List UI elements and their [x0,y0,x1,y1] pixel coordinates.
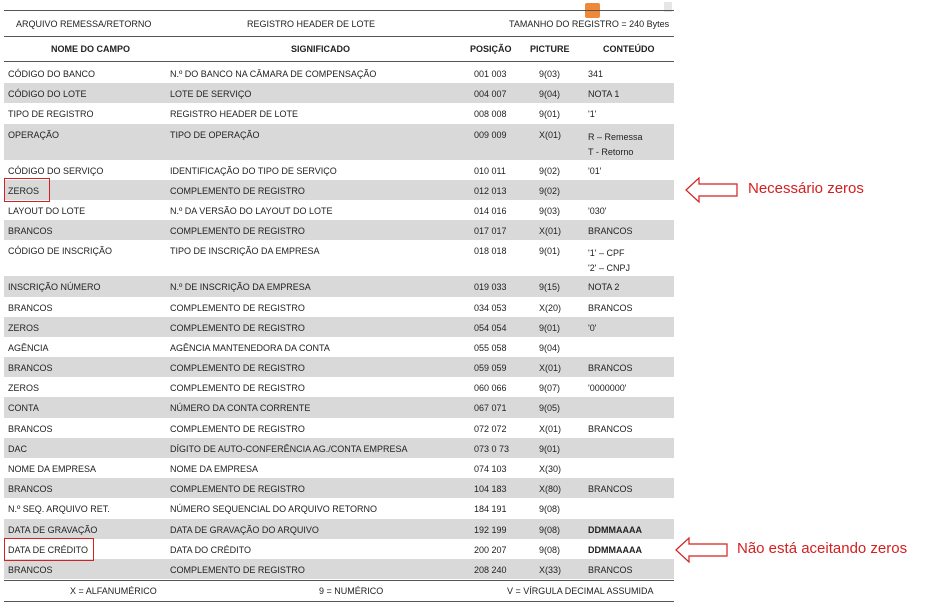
field-content-cell: NOTA 1 [588,89,620,100]
field-position-cell: 184 191 [474,504,507,515]
field-position-cell: 192 199 [474,524,507,535]
field-content-cell: BRANCOS [588,363,633,374]
field-content-cell: BRANCOS [588,484,633,495]
field-picture-cell: 9(04) [539,89,561,100]
field-meaning-cell: COMPLEMENTO DE REGISTRO [170,423,305,434]
column-header-significado: SIGNIFICADO [291,44,351,54]
table-row [4,317,674,337]
table-row [4,63,674,83]
field-picture-cell: X(01) [539,363,562,374]
field-meaning-cell: COMPLEMENTO DE REGISTRO [170,302,305,313]
field-meaning-cell: DÍGITO DE AUTO-CONFERÊNCIA AG./CONTA EMPRESA [170,443,408,454]
table-row [4,377,674,397]
field-meaning-cell: DATA DO CRÉDITO [170,544,252,555]
legend-footer [4,580,674,602]
field-position-cell: 008 008 [474,109,507,120]
table-row [4,418,674,438]
left-arrow-icon [675,537,729,563]
table-row [4,200,674,220]
field-position-cell: 200 207 [474,544,507,555]
field-content-line: R – Remessa [588,131,643,142]
credito-note: Não está aceitando zeros [737,540,908,557]
field-name-cell: CÓDIGO DO SERVIÇO [8,165,104,176]
table-row [4,519,674,539]
field-picture-cell: X(80) [539,484,562,495]
field-meaning-cell: N.º DO BANCO NA CÂMARA DE COMPENSAÇÃO [170,69,377,79]
field-position-cell: 055 058 [474,342,507,353]
field-picture-cell: X(01) [539,423,562,434]
legend-virgula: V = VÍRGULA DECIMAL ASSUMIDA [507,586,654,596]
field-meaning-cell: TIPO DE INSCRIÇÃO DA EMPRESA [170,246,320,257]
field-picture-cell: 9(01) [539,246,561,257]
table-row [4,357,674,377]
field-position-cell: 104 183 [474,484,507,495]
field-name-cell: CÓDIGO DO BANCO [8,69,96,79]
field-name-cell: ZEROS [8,383,40,394]
field-picture-cell: X(33) [539,564,562,575]
field-meaning-cell: TIPO DE OPERAÇÃO [170,129,260,140]
zeros-note: Necessário zeros [748,180,864,197]
field-position-cell: 018 018 [474,246,507,257]
field-meaning-cell: LOTE DE SERVIÇO [170,89,252,100]
field-name-cell: DATA DE GRAVAÇÃO [8,524,98,535]
field-content-cell: DDMMAAAA [588,544,642,555]
field-position-cell: 208 240 [474,564,507,575]
column-header-conteudo: CONTEÚDO [603,44,655,54]
data-credito-highlight-box [4,538,94,561]
field-name-cell: LAYOUT DO LOTE [8,205,86,216]
field-content-cell: BRANCOS [588,226,633,237]
field-name-cell: CÓDIGO DO LOTE [8,89,87,100]
field-content-cell: BRANCOS [588,302,633,313]
field-name-cell: ZEROS [8,322,40,333]
field-name-cell: ZEROS [8,185,40,196]
field-name-cell: TIPO DE REGISTRO [8,109,94,120]
table-row [4,337,674,357]
field-content-cell [588,130,643,160]
field-position-cell: 009 009 [474,129,507,140]
field-position-cell: 004 007 [474,89,507,100]
field-content-cell: 341 [588,69,604,79]
field-name-cell: BRANCOS [8,484,53,495]
legend-numerico: 9 = NUMÉRICO [319,586,384,596]
field-meaning-cell: COMPLEMENTO DE REGISTRO [170,484,305,495]
table-row [4,160,674,180]
field-meaning-cell: COMPLEMENTO DE REGISTRO [170,383,305,394]
field-picture-cell: 9(04) [539,342,561,353]
record-type-label: REGISTRO HEADER DE LOTE [247,19,376,29]
table-row [4,83,674,103]
field-picture-cell: 9(08) [539,544,561,555]
field-position-cell: 001 003 [474,69,507,79]
field-name-cell: BRANCOS [8,226,53,237]
field-name-cell: CÓDIGO DE INSCRIÇÃO [8,246,113,257]
field-position-cell: 073 0 73 [474,443,510,454]
field-meaning-cell: REGISTRO HEADER DE LOTE [170,109,299,120]
field-meaning-cell: DATA DE GRAVAÇÃO DO ARQUIVO [170,524,319,535]
field-position-cell: 054 054 [474,322,507,333]
field-meaning-cell: NÚMERO DA CONTA CORRENTE [170,403,311,414]
field-content-cell: '030' [588,205,607,216]
table-row [4,124,674,160]
field-position-cell: 060 066 [474,383,507,394]
field-position-cell: 074 103 [474,464,507,474]
legend-alfanumerico: X = ALFANUMÉRICO [70,586,157,596]
field-name-cell: BRANCOS [8,302,53,313]
field-meaning-cell: COMPLEMENTO DE REGISTRO [170,564,305,575]
table-row [4,498,674,518]
field-meaning-cell: IDENTIFICAÇÃO DO TIPO DE SERVIÇO [170,165,337,176]
field-table [4,63,674,579]
field-picture-cell: 9(01) [539,109,561,120]
field-meaning-cell: AGÊNCIA MANTENEDORA DA CONTA [170,342,330,353]
field-content-cell: '1' [588,109,597,120]
field-position-cell: 067 071 [474,403,507,414]
field-picture-cell: 9(08) [539,524,561,535]
zeros-highlight-box [4,178,50,202]
field-name-cell: NOME DA EMPRESA [8,464,97,474]
field-position-cell: 010 011 [474,165,506,176]
field-name-cell: BRANCOS [8,423,53,434]
field-name-cell: AGÊNCIA [8,342,49,353]
file-type-label: ARQUIVO REMESSA/RETORNO [16,19,152,29]
field-content-cell: NOTA 2 [588,282,620,293]
table-row [4,220,674,240]
table-row [4,438,674,458]
left-arrow-icon [685,177,739,203]
field-position-cell: 059 059 [474,363,507,374]
field-picture-cell: X(30) [539,464,562,474]
field-content-cell: '0' [588,322,597,333]
record-size-label: TAMANHO DO REGISTRO = 240 Bytes [509,19,670,29]
field-position-cell: 034 053 [474,302,507,313]
field-meaning-cell: COMPLEMENTO DE REGISTRO [170,322,305,333]
field-content-line: T - Retorno [588,146,634,157]
field-name-cell: INSCRIÇÃO NÚMERO [8,282,101,293]
field-picture-cell: 9(08) [539,504,561,515]
record-header-bar [4,10,674,37]
field-meaning-cell: N.º DE INSCRIÇÃO DA EMPRESA [170,282,311,293]
field-content-line: '1' – CPF [588,248,625,259]
table-row [4,559,674,579]
field-position-cell: 072 072 [474,423,507,434]
table-row [4,397,674,417]
field-meaning-cell: COMPLEMENTO DE REGISTRO [170,226,305,237]
field-picture-cell: 9(03) [539,205,561,216]
field-meaning-cell: NOME DA EMPRESA [170,464,259,474]
field-picture-cell: 9(15) [539,282,561,293]
field-name-cell: BRANCOS [8,363,53,374]
field-meaning-cell: COMPLEMENTO DE REGISTRO [170,363,305,374]
field-name-cell: N.º SEQ. ARQUIVO RET. [8,504,110,515]
table-row [4,103,674,123]
field-picture-cell: X(20) [539,302,562,313]
field-picture-cell: 9(03) [539,69,561,79]
field-picture-cell: 9(05) [539,403,561,414]
column-header-nome: NOME DO CAMPO [51,44,131,54]
field-position-cell: 014 016 [474,205,507,216]
table-row [4,276,674,296]
column-header-picture: PICTURE [530,44,570,54]
field-meaning-cell: NÚMERO SEQUENCIAL DO ARQUIVO RETORNO [170,504,378,515]
field-picture-cell: 9(01) [539,322,561,333]
field-picture-cell: 9(01) [539,443,561,454]
field-picture-cell: 9(02) [539,185,561,196]
field-position-cell: 012 013 [474,185,507,196]
table-row [4,458,674,478]
table-column-headers [4,37,674,62]
field-content-line: '2' – CNPJ [588,263,630,274]
field-position-cell: 017 017 [474,226,507,237]
field-picture-cell: X(01) [539,129,562,140]
field-name-cell: OPERAÇÃO [8,129,60,140]
field-picture-cell: 9(02) [539,165,561,176]
field-picture-cell: 9(07) [539,383,561,394]
field-name-cell: CONTA [8,403,39,414]
field-content-cell: DDMMAAAA [588,524,642,535]
table-row [4,240,674,276]
field-name-cell: BRANCOS [8,564,53,575]
column-header-posicao: POSIÇÃO [470,44,512,54]
field-content-cell: '01' [588,165,602,176]
field-position-cell: 019 033 [474,282,507,293]
field-content-cell: BRANCOS [588,423,633,434]
field-content-cell: '0000000' [588,383,627,394]
table-row [4,180,674,200]
field-content-cell [588,246,630,276]
field-picture-cell: X(01) [539,226,562,237]
table-row [4,478,674,498]
field-meaning-cell: N.º DA VERSÃO DO LAYOUT DO LOTE [170,205,333,216]
field-meaning-cell: COMPLEMENTO DE REGISTRO [170,185,305,196]
table-row [4,539,674,559]
field-content-cell: BRANCOS [588,564,633,575]
field-name-cell: DAC [8,443,28,454]
field-name-cell: DATA DE CRÉDITO [8,544,89,555]
table-row [4,297,674,317]
